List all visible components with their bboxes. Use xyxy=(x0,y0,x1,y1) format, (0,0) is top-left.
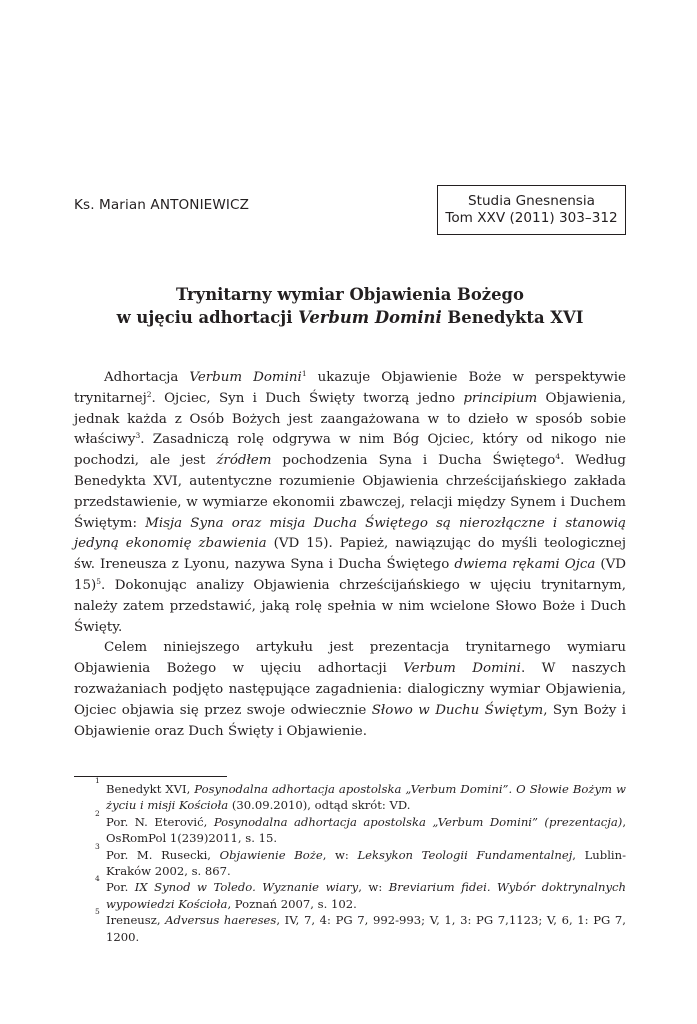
text-run: . W naszych rozważaniach podjęto następujące zagadnienia: dialogiczny wymiar Objawienia, Ojciec objawia się przez swoje odwiecznie xyxy=(74,661,626,718)
italic-run: Breviarium fidei. Wybór doktrynalnych wypowiedzi Kościoła xyxy=(106,880,626,911)
journal-citation-box xyxy=(437,185,626,235)
italic-run: Adversus haereses xyxy=(165,913,277,928)
italic-run: Posynodalna adhortacja apostolska „Verbum Domini” (prezentacja) xyxy=(213,814,623,829)
text-run: Celem niniejszego artykułu jest prezentacja trynitarnego wymiaru Objawienia Bożego w ujęciu adhortacji xyxy=(74,640,626,677)
italic-run: Posynodalna adhortacja apostolska „Verbum Domini”. O Słowie Bożym w życiu i misji Kościoła xyxy=(106,782,626,813)
footnote-ref: 1 xyxy=(301,369,307,378)
italic-run: IX Synod w Toledo. Wyznanie wiary xyxy=(134,880,359,895)
italic-run: Misja Syna oraz misja Ducha Świętego są nierozłączne i stanowią jedyną ekonomię zbawienia xyxy=(74,515,626,552)
footnote-ref: 3 xyxy=(135,431,141,441)
text-run: , w: xyxy=(322,847,358,862)
text-run: Por. xyxy=(106,880,135,895)
footnote: 1 Benedykt XVI, Posynodalna adhortacja apostolska „Verbum Domini”. O Słowie Bożym w życiu i misji Kościoła (30.09.2010), odtąd skrót: VD. xyxy=(95,776,626,813)
footnote: 3 Por. M. Rusecki, Objawienie Boże, w: Leksykon Teologii Fundamentalnej, Lublin-Kraków 2002, s. 867. xyxy=(95,841,626,879)
text-run: ukazuje Objawienie Boże w perspektywie trynitarnej xyxy=(74,370,626,406)
title-line-1: Trynitarny wymiar Objawienia Bożego xyxy=(176,285,524,304)
footnotes xyxy=(74,776,627,945)
text-run: , Syn Boży i Objawienie oraz Duch Święty i Objawienie. xyxy=(74,702,626,739)
text-run: Por. M. Rusecki, xyxy=(106,847,220,862)
italic-run: Objawienie Boże xyxy=(219,847,323,862)
text-run: Ireneusz, xyxy=(106,913,166,928)
title-line-2-italic: Verbum Domini xyxy=(298,308,442,327)
text-run: Adhortacja xyxy=(104,370,190,385)
text-run: , w: xyxy=(358,880,389,895)
text-run: , IV, 7, 4: PG 7, 992-993; V, 1, 3: PG 7,1123; V, 6, 1: PG 7, 1200. xyxy=(106,913,626,944)
text-run: . Zasadniczą rolę odgrywa w nim Bóg Ojciec, który od nikogo nie pochodzi, ale jest xyxy=(74,432,626,469)
text-run: . Dokonując analizy Objawienia chrześcijańskiego w ujęciu trynitarnym, należy zatem przedstawić, jaką rolę spełnia w nim wcielone Słowo Boże i Duch Święty. xyxy=(74,577,626,635)
footnote: 5 Ireneusz, Adversus haereses, IV, 7, 4: PG 7, 992-993; V, 1, 3: PG 7,1123; V, 6, 1: PG 7, 1200. xyxy=(95,907,626,944)
text-run: (30.09.2010), odtąd skrót: VD. xyxy=(228,798,411,813)
journal-volume: Tom XXV (2011) 303–312 xyxy=(445,210,618,226)
text-run: Por. N. Eterović, xyxy=(106,814,214,829)
title-line-2 xyxy=(74,306,626,329)
text-run: Objawienia, jednak każda z Osób Bożych jest zaangażowana w to dzieło w sposób sobie właściwy xyxy=(74,390,627,448)
footnote-ref: 5 xyxy=(96,576,102,586)
italic-run: principium xyxy=(463,390,538,406)
text-run: . Według Benedykta XVI, autentyczne rozumienie Objawienia chrześcijańskiego zakłada przedstawienie, w wymiarze ekonomii zbawczej, relacji między Synem i Duchem Świętym: xyxy=(74,453,627,531)
text-run: . Ojciec, Syn i Duch Święty tworzą jedno xyxy=(151,390,464,406)
text-run: , Poznań 2007, s. 102. xyxy=(227,896,357,911)
paragraph-1 xyxy=(74,368,626,638)
footnote-ref: 2 xyxy=(146,389,152,399)
body-text xyxy=(74,368,626,742)
italic-run: Słowo w Duchu Świętym xyxy=(371,702,544,718)
text-run: , OsRomPol 1(239)2011, s. 15. xyxy=(106,814,627,846)
text-run: , Lublin-Kraków 2002, s. 867. xyxy=(106,847,626,879)
italic-run: Verbum Domini xyxy=(403,661,521,677)
title-line-2-end: Benedykta XVI xyxy=(441,308,584,327)
title-line-2-start: w ujęciu adhortacji xyxy=(116,308,299,327)
text-run: (VD 15) xyxy=(74,557,627,593)
italic-run: Leksykon Teologii Fundamentalnej xyxy=(357,847,573,862)
article-title xyxy=(74,283,626,329)
text-run: pochodzenia Syna i Ducha Świętego xyxy=(271,453,556,469)
text-run: (VD 15). Papież, nawiązując do myśli teologicznej św. Ireneusza z Lyonu, nazywa Syna i Ducha Świętego xyxy=(74,536,626,573)
footnote-ref: 4 xyxy=(555,452,561,462)
footnote: 4 Por. IX Synod w Toledo. Wyznanie wiary, w: Breviarium fidei. Wybór doktrynalnych wypowiedzi Kościoła, Poznań 2007, s. 102. xyxy=(95,874,626,911)
italic-run: dwiema rękami Ojca xyxy=(454,557,596,573)
author-name: Ks. Marian ANTONIEWICZ xyxy=(74,197,250,213)
footnote: 2 Por. N. Eterović, Posynodalna adhortacja apostolska „Verbum Domini” (prezentacja), OsRomPol 1(239)2011, s. 15. xyxy=(95,808,627,846)
journal-name: Studia Gnesnensia xyxy=(467,193,595,209)
italic-run: źródłem xyxy=(216,453,272,469)
text-run: Benedykt XVI, xyxy=(106,782,195,796)
paragraph-2 xyxy=(74,638,626,742)
italic-run: Verbum Domini xyxy=(189,370,302,385)
